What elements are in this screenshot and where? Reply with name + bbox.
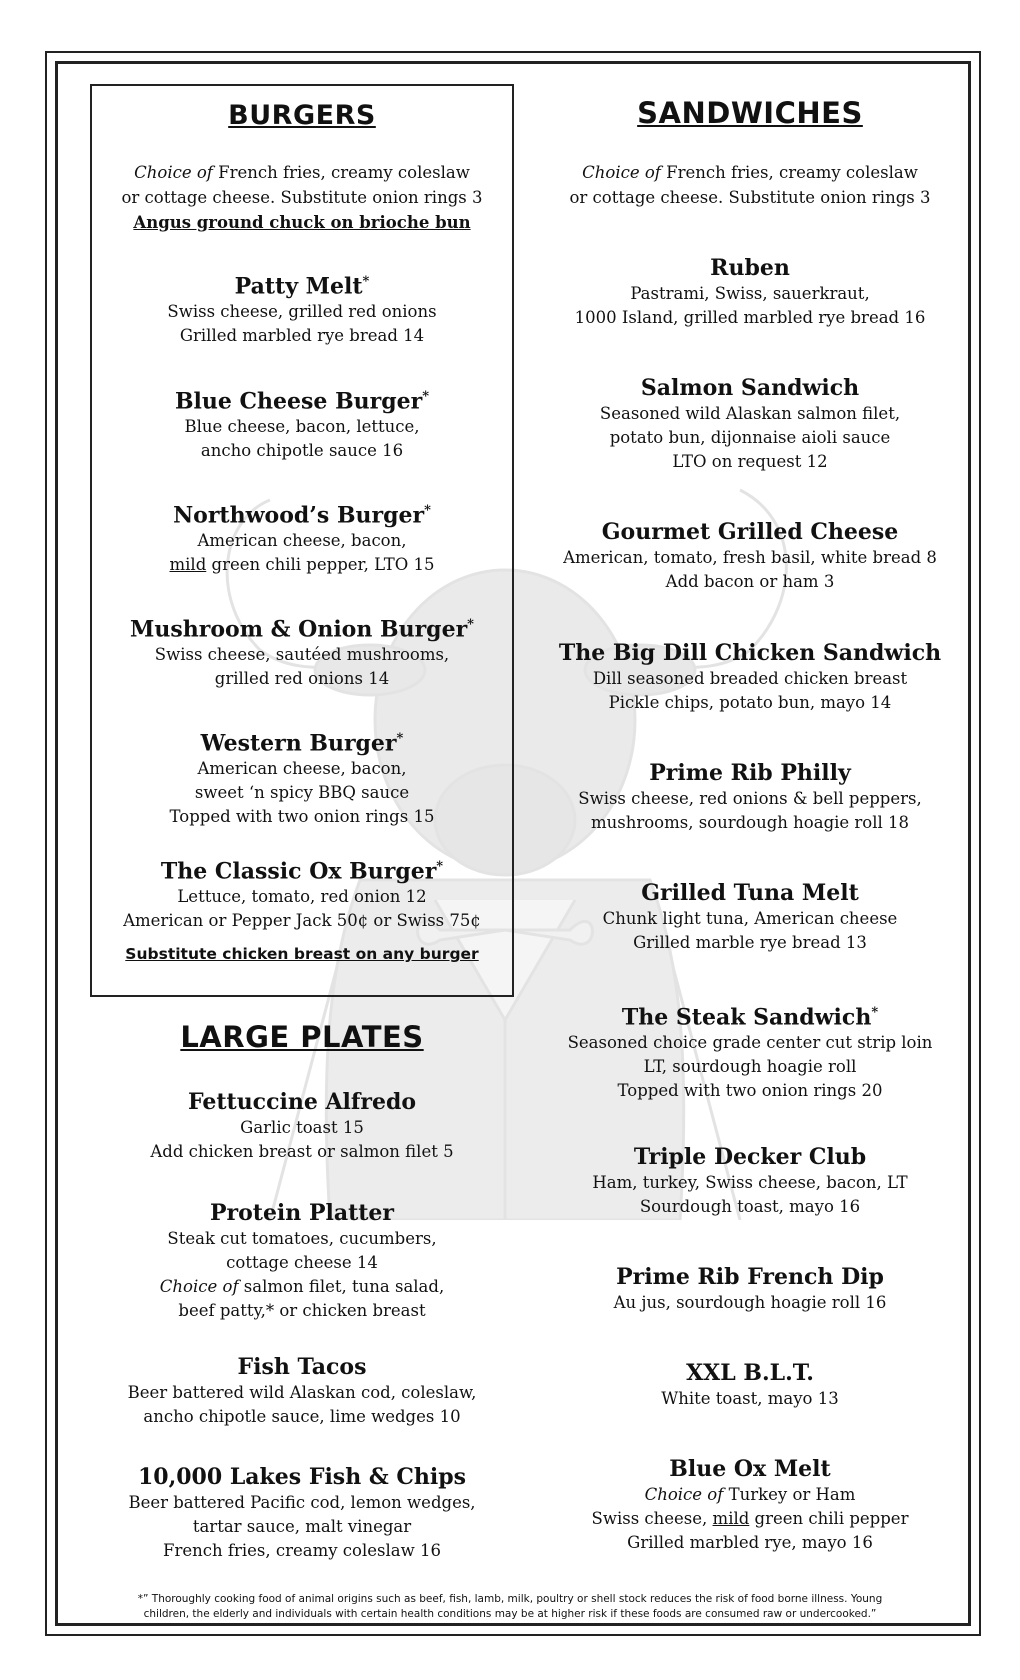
item-desc: Swiss cheese, sautéed mushrooms,: [154, 645, 450, 665]
menu-item: [90, 268, 514, 348]
item-desc: Dill seasoned breaded chicken breast: [592, 669, 908, 688]
item-desc: sweet ‘n spicy BBQ sauce: [194, 783, 410, 803]
menu-item: [90, 611, 514, 691]
menu-item: [540, 1263, 960, 1315]
item-desc: grilled red onions 14: [214, 669, 390, 689]
item-desc: Grilled marble rye bread 13: [633, 933, 867, 952]
item-desc: American or Pepper Jack 50¢ or Swiss 75¢: [123, 911, 481, 931]
item-desc: [90, 1275, 514, 1299]
item-desc: mushrooms, sourdough hoagie roll 18: [590, 813, 910, 832]
menu-item: [540, 879, 960, 955]
sandwiches-intro: [540, 160, 960, 210]
footnote-line-2: children, the elderly and individuals with certain health conditions may be at higher risk if these foods are consumed raw or undercooked.”: [143, 1608, 877, 1620]
item-desc: White toast, mayo 13: [661, 1389, 839, 1408]
item-desc: potato bun, dijonnaise aioli sauce: [609, 428, 891, 447]
item-desc: American, tomato, fresh basil, white bread 8: [563, 548, 937, 567]
intro-line-1: French fries, creamy coleslaw: [660, 163, 918, 182]
item-name: Ruben: [710, 255, 790, 281]
item-desc: Pickle chips, potato bun, mayo 14: [608, 693, 892, 712]
menu-item: [90, 1353, 514, 1429]
menu-item: [540, 1359, 960, 1411]
item-desc: American cheese, bacon,: [197, 531, 407, 551]
item-name: Patty Melt: [234, 273, 363, 300]
burgers-heading: BURGERS: [228, 100, 376, 131]
item-name: Western Burger: [200, 730, 397, 757]
item-name: Fish Tacos: [237, 1354, 367, 1380]
menu-item: [540, 999, 960, 1103]
item-name: Protein Platter: [209, 1200, 395, 1226]
item-name: The Classic Ox Burger: [160, 858, 437, 885]
menu-item: [540, 1143, 960, 1219]
item-name: The Steak Sandwich: [621, 1004, 872, 1031]
asterisk: *: [424, 503, 431, 518]
item-desc: Grilled marbled rye, mayo 16: [627, 1533, 873, 1552]
menu-item: [540, 254, 960, 330]
item-desc: Topped with two onion rings 15: [169, 807, 435, 827]
menu-item: [540, 639, 960, 715]
burgers-intro: [90, 160, 514, 235]
item-name: The Big Dill Chicken Sandwich: [558, 640, 942, 666]
item-desc: Swiss cheese, red onions & bell peppers,: [578, 789, 922, 808]
item-desc: Garlic toast 15: [240, 1118, 364, 1137]
item-name: 10,000 Lakes Fish & Chips: [137, 1464, 467, 1490]
item-name: Prime Rib French Dip: [616, 1264, 884, 1290]
item-desc: Seasoned choice grade center cut strip loin: [567, 1033, 933, 1053]
menu-item: [540, 1455, 960, 1555]
angus-note: Angus ground chuck on brioche bun: [133, 213, 471, 232]
menu-item: [90, 1199, 514, 1323]
menu-item: [90, 1088, 514, 1164]
item-desc: Steak cut tomatoes, cucumbers,: [167, 1229, 437, 1248]
asterisk: *: [467, 617, 474, 632]
item-desc: [540, 1483, 960, 1507]
item-desc: French fries, creamy coleslaw 16: [163, 1541, 441, 1560]
item-desc: [540, 1507, 960, 1531]
substitute-chicken-note: Substitute chicken breast on any burger: [125, 945, 479, 963]
item-desc: Beer battered Pacific cod, lemon wedges,: [128, 1493, 476, 1512]
item-desc: Grilled marbled rye bread 14: [179, 326, 425, 346]
choice-of-label: Choice of: [159, 1277, 239, 1296]
item-desc: Add bacon or ham 3: [665, 572, 835, 591]
item-desc: [90, 553, 514, 577]
item-desc: Seasoned wild Alaskan salmon filet,: [599, 404, 901, 423]
asterisk: *: [871, 1005, 879, 1020]
item-name: Salmon Sandwich: [640, 375, 860, 401]
item-desc: ancho chipotle sauce 16: [200, 441, 404, 461]
item-desc: Pastrami, Swiss, sauerkraut,: [630, 284, 870, 303]
item-name: Fettuccine Alfredo: [187, 1089, 417, 1115]
choice-of-label: Choice of: [644, 1485, 724, 1504]
item-desc: Blue cheese, bacon, lettuce,: [184, 417, 420, 437]
item-name: Mushroom & Onion Burger: [130, 616, 468, 643]
choice-of-label: Choice of: [582, 163, 661, 182]
menu-item: [540, 374, 960, 474]
item-desc: Lettuce, tomato, red onion 12: [177, 887, 427, 907]
item-desc: Au jus, sourdough hoagie roll 16: [613, 1293, 887, 1312]
large-plates-heading: LARGE PLATES: [180, 1020, 424, 1054]
intro-line-1: French fries, creamy coleslaw: [212, 163, 470, 182]
item-name: Blue Ox Melt: [669, 1456, 831, 1482]
item-desc: Add chicken breast or salmon filet 5: [150, 1142, 454, 1161]
menu-item: [90, 383, 514, 463]
item-desc: beef patty,* or chicken breast: [178, 1301, 426, 1320]
sandwiches-heading: SANDWICHES: [637, 96, 863, 130]
intro-line-2: or cottage cheese. Substitute onion rings 3: [569, 188, 931, 207]
item-desc-rest: green chili pepper, LTO 15: [206, 555, 435, 575]
asterisk: *: [396, 731, 404, 746]
item-desc: 1000 Island, grilled marbled rye bread 16: [574, 308, 926, 327]
menu-item: [540, 759, 960, 835]
item-desc-rest: Turkey or Ham: [723, 1485, 856, 1504]
menu-item: [90, 1463, 514, 1563]
item-name: Grilled Tuna Melt: [641, 880, 859, 906]
item-desc: American cheese, bacon,: [197, 759, 407, 779]
mild-word: mild: [712, 1509, 750, 1528]
item-desc: LT, sourdough hoagie roll: [643, 1057, 857, 1077]
item-desc: tartar sauce, malt vinegar: [192, 1517, 412, 1536]
item-name: Blue Cheese Burger: [174, 388, 423, 415]
item-name: XXL B.L.T.: [686, 1360, 814, 1386]
item-desc: Topped with two onion rings 20: [617, 1081, 883, 1101]
item-desc: Sourdough toast, mayo 16: [639, 1197, 861, 1216]
asterisk: *: [436, 859, 444, 874]
item-desc: ancho chipotle sauce, lime wedges 10: [143, 1407, 461, 1426]
item-name: Northwood’s Burger: [173, 502, 425, 529]
item-desc: LTO on request 12: [672, 452, 828, 471]
menu-item: [90, 853, 514, 933]
menu-item: [540, 518, 960, 594]
item-desc: Chunk light tuna, American cheese: [602, 909, 898, 928]
item-desc-rest: salmon filet, tuna salad,: [238, 1277, 445, 1296]
menu-item: [90, 497, 514, 577]
footnote-line-1: *” Thoroughly cooking food of animal origins such as beef, fish, lamb, milk, poultry or shell stock reduces the risk of food borne illness. Young: [137, 1593, 883, 1605]
item-desc: Swiss cheese, grilled red onions: [167, 302, 437, 322]
item-desc-rest: green chili pepper: [749, 1509, 909, 1528]
food-safety-footnote: [110, 1592, 910, 1622]
item-name: Triple Decker Club: [633, 1144, 867, 1170]
choice-of-label: Choice of: [134, 163, 213, 182]
item-desc: Beer battered wild Alaskan cod, coleslaw,: [127, 1383, 477, 1402]
item-desc-pre: Swiss cheese,: [591, 1509, 713, 1528]
item-desc: cottage cheese 14: [226, 1253, 378, 1272]
item-name: Prime Rib Philly: [649, 760, 851, 786]
menu-item: [90, 725, 514, 829]
mild-word: mild: [169, 555, 207, 575]
intro-line-2: or cottage cheese. Substitute onion rings 3: [121, 188, 483, 207]
asterisk: *: [362, 274, 370, 289]
item-desc: Ham, turkey, Swiss cheese, bacon, LT: [592, 1173, 908, 1192]
asterisk: *: [422, 389, 430, 404]
item-name: Gourmet Grilled Cheese: [601, 519, 899, 545]
